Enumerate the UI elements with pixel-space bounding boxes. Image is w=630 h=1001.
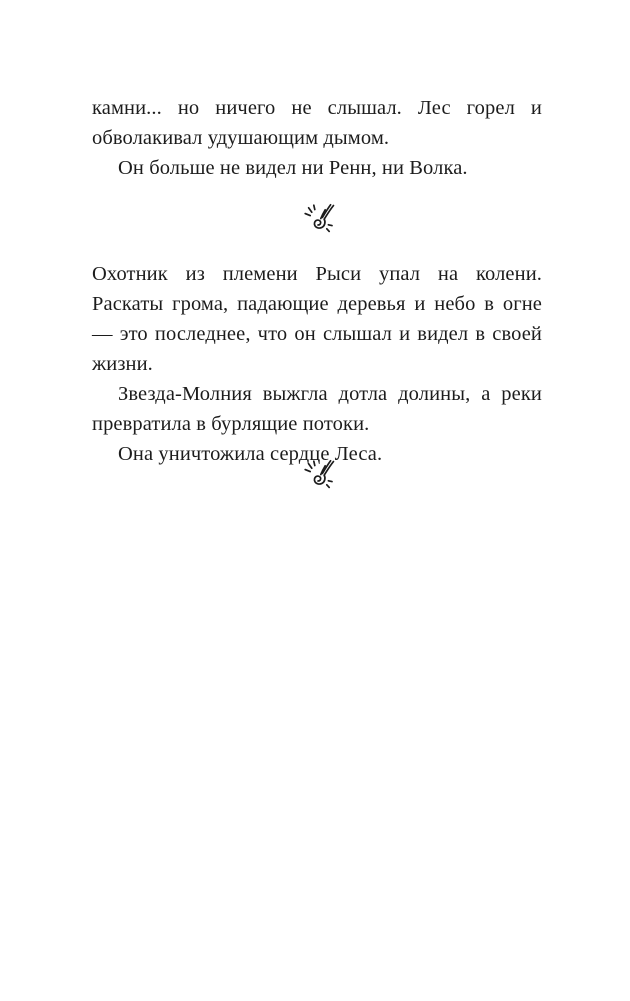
paragraph: Он больше не видел ни Ренн, ни Волка.	[118, 157, 468, 179]
text-section-2	[92, 259, 542, 469]
comet-spiral-icon	[296, 194, 340, 238]
paragraph: Звезда-Молния выжгла дотла долины, а реки превратила в бурлящие потоки.	[92, 383, 542, 435]
text-section-1	[92, 93, 542, 183]
paragraph: Она уничтожила сердце Леса.	[118, 443, 383, 465]
comet-spiral-icon	[296, 450, 340, 494]
paragraph: Охотник из племени Рыси упал на колени. Раскаты грома, падающие деревья и небо в огне — это последнее, что он слышал и видел в своей жизни.	[92, 263, 542, 375]
paragraph: камни... но ничего не слышал. Лес горел и обволакивал удушающим дымом.	[92, 97, 542, 149]
